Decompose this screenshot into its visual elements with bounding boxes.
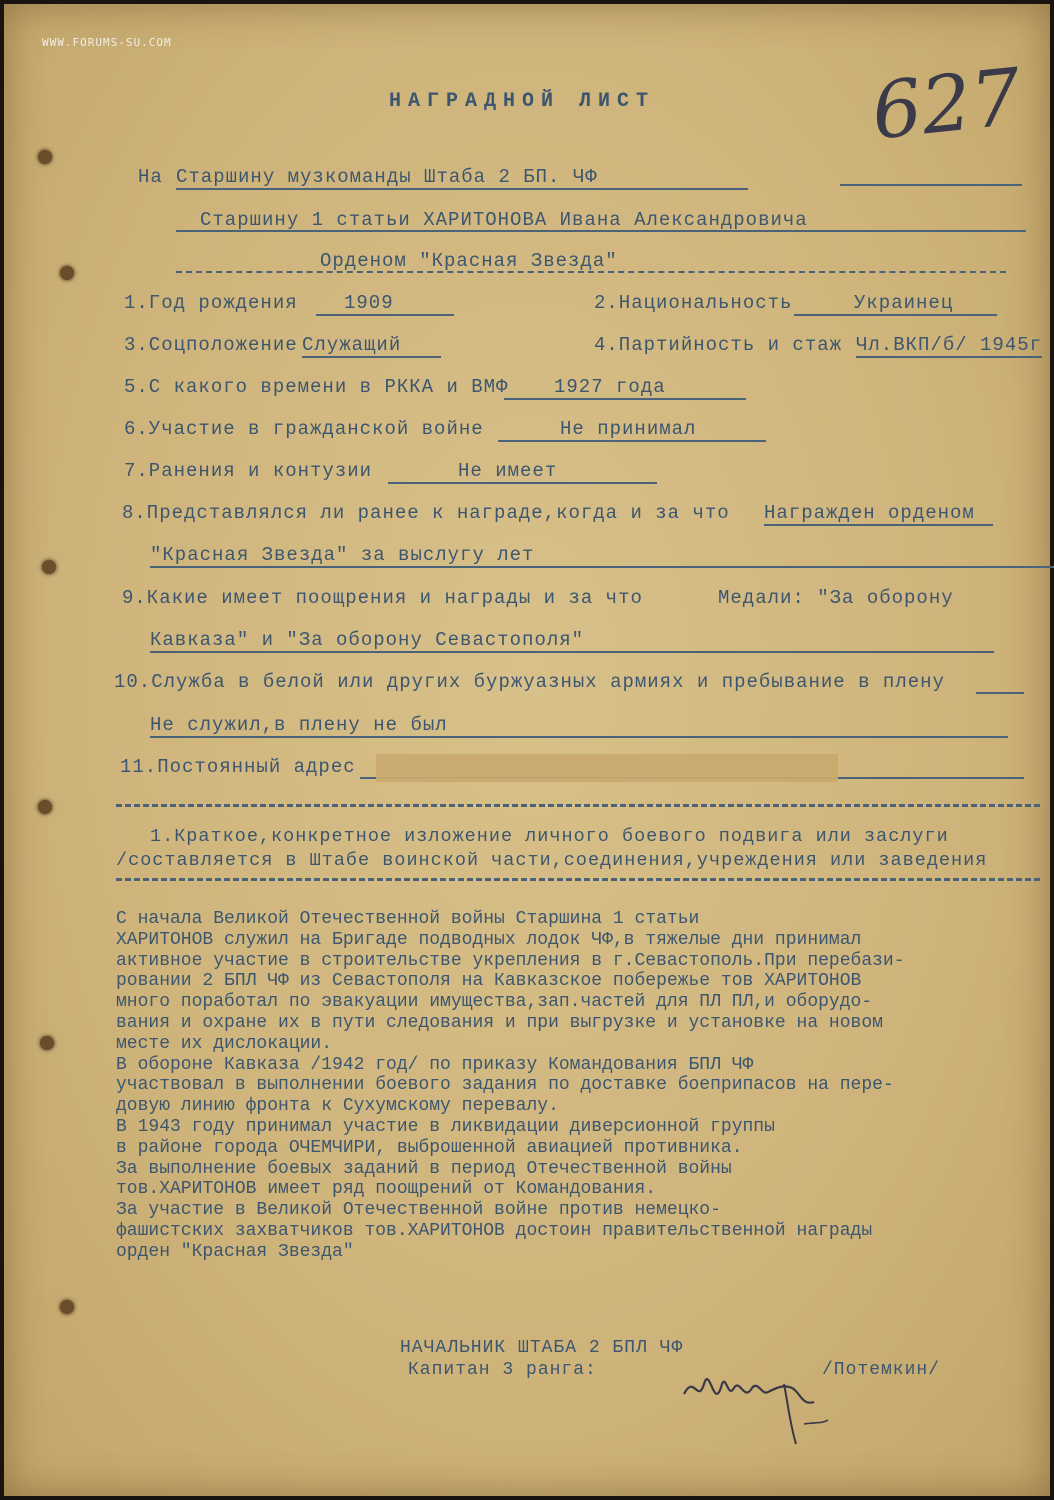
- body-line: За выполнение боевых заданий в период Отечественной войны: [116, 1158, 732, 1179]
- body-line: участвовал в выполнении боевого задания по доставке боеприпасов на пере-: [116, 1075, 894, 1096]
- field-7-label: 7.Ранения и контузии: [124, 460, 373, 482]
- body-line: месте их дислокации.: [116, 1033, 333, 1054]
- section-heading-line-2: /составляется в Штабе воинской части,соединения,учреждения или заведения: [116, 850, 988, 871]
- body-line: За участие в Великой Отечественной войне против немецко-: [116, 1200, 721, 1221]
- field-8-value-2: "Красная Звезда" за выслугу лет: [150, 544, 1054, 568]
- header-prefix: На: [138, 166, 163, 188]
- field-4-label: 4.Партийность и стаж: [594, 334, 843, 356]
- signature-position: НАЧАЛЬНИК ШТАБА 2 БПЛ ЧФ: [400, 1338, 684, 1358]
- field-9-label: 9.Какие имеет поощрения и награды и за что: [122, 587, 643, 609]
- body-line: В обороне Кавказа /1942 год/ по приказу Командования БПЛ ЧФ: [116, 1054, 754, 1075]
- body-line: С начала Великой Отечественной войны Старшина 1 статьи: [116, 909, 700, 929]
- field-11-label: 11.Постоянный адрес: [120, 756, 356, 778]
- body-line: довую линию фронта к Сухумскому перевалу.: [116, 1096, 559, 1117]
- watermark: WWW.FORUMS-SU.COM: [42, 36, 172, 49]
- body-line: вания и охране их в пути следования и при выгрузке и установке на новом: [116, 1012, 883, 1033]
- field-9-value-2: Кавказа" и "За оборону Севастополя": [150, 629, 994, 653]
- field-3-label: 3.Соцположение: [124, 334, 298, 356]
- section-heading-line-1: 1.Краткое,конкретное изложение личного боевого подвига или заслуги: [150, 826, 949, 847]
- body-line: фашистских захватчиков тов.ХАРИТОНОВ достоин правительственной награды: [116, 1220, 873, 1241]
- body-line: орден "Красная Звезда": [116, 1241, 354, 1262]
- binder-hole: [38, 150, 52, 164]
- body-line: ровании 2 БПЛ ЧФ из Севастополя на Кавказское побережье тов ХАРИТОНОВ: [116, 971, 862, 992]
- field-2-label: 2.Национальность: [594, 292, 793, 314]
- field-1-label: 1.Год рождения: [124, 292, 298, 314]
- handwritten-number: 627: [867, 52, 1026, 158]
- header-unit: Старшину музкоманды Штаба 2 БП. ЧФ: [176, 166, 748, 190]
- field-4-value: Чл.ВКП/б/ 1945г: [856, 334, 1043, 356]
- header-award: Орденом "Красная Звезда": [320, 250, 618, 272]
- feat-description: [116, 909, 1036, 1263]
- field-10-value: Не служил,в плену не был: [150, 714, 1008, 738]
- field-5-value: 1927 года: [504, 376, 746, 400]
- field-8-value-1: Награжден орденом: [764, 502, 993, 526]
- document-title: НАГРАДНОЙ ЛИСТ: [389, 90, 656, 113]
- body-line: тов.ХАРИТОНОВ имеет ряд поощрений от Командования.: [116, 1179, 657, 1200]
- field-8-label: 8.Представлялся ли ранее к награде,когда и за что: [122, 502, 730, 524]
- redacted-address: [376, 754, 838, 782]
- body-line: В 1943 году принимал участие в ликвидации диверсионной группы: [116, 1116, 775, 1137]
- field-10-label: 10.Служба в белой или других буржуазных армиях и пребывание в плену: [114, 671, 945, 693]
- field-3-value: Служащий: [302, 334, 441, 358]
- binder-hole: [38, 800, 52, 814]
- field-5-label: 5.С какого времени в РККА и ВМФ: [124, 376, 509, 398]
- award-sheet: [4, 4, 1050, 1496]
- body-line: в районе города ОЧЕМЧИРИ, выброшенной авиацией противника.: [116, 1137, 743, 1158]
- field-6-value: Не принимал: [498, 418, 766, 442]
- binder-hole: [42, 560, 56, 574]
- separator-top: [116, 804, 1040, 807]
- body-line: активное участие в строительстве укрепления в г.Севастополь.При перебази-: [116, 950, 905, 971]
- field-2-value: Украинец: [794, 292, 997, 316]
- binder-hole: [60, 1300, 74, 1314]
- handwritten-signature: [664, 1344, 834, 1454]
- field-1-value: 1909: [316, 292, 454, 316]
- binder-hole: [40, 1036, 54, 1050]
- field-9-value-1: Медали: "За оборону: [718, 587, 954, 609]
- field-6-label: 6.Участие в гражданской войне: [124, 418, 484, 440]
- body-line: много поработал по эвакуации имущества,зап.частей для ПЛ ПЛ,и оборудо-: [116, 992, 873, 1013]
- binder-hole: [60, 266, 74, 280]
- signature-rank: Капитан 3 ранга:: [408, 1360, 597, 1380]
- field-7-value: Не имеет: [388, 460, 657, 484]
- body-line: ХАРИТОНОВ служил на Бригаде подводных лодок ЧФ,в тяжелые дни принимал: [116, 929, 862, 950]
- signature-name: /Потемкин/: [822, 1360, 941, 1380]
- separator-bottom: [116, 878, 1040, 881]
- header-person: Старшину 1 статьи ХАРИТОНОВА Ивана Александровича: [200, 209, 808, 231]
